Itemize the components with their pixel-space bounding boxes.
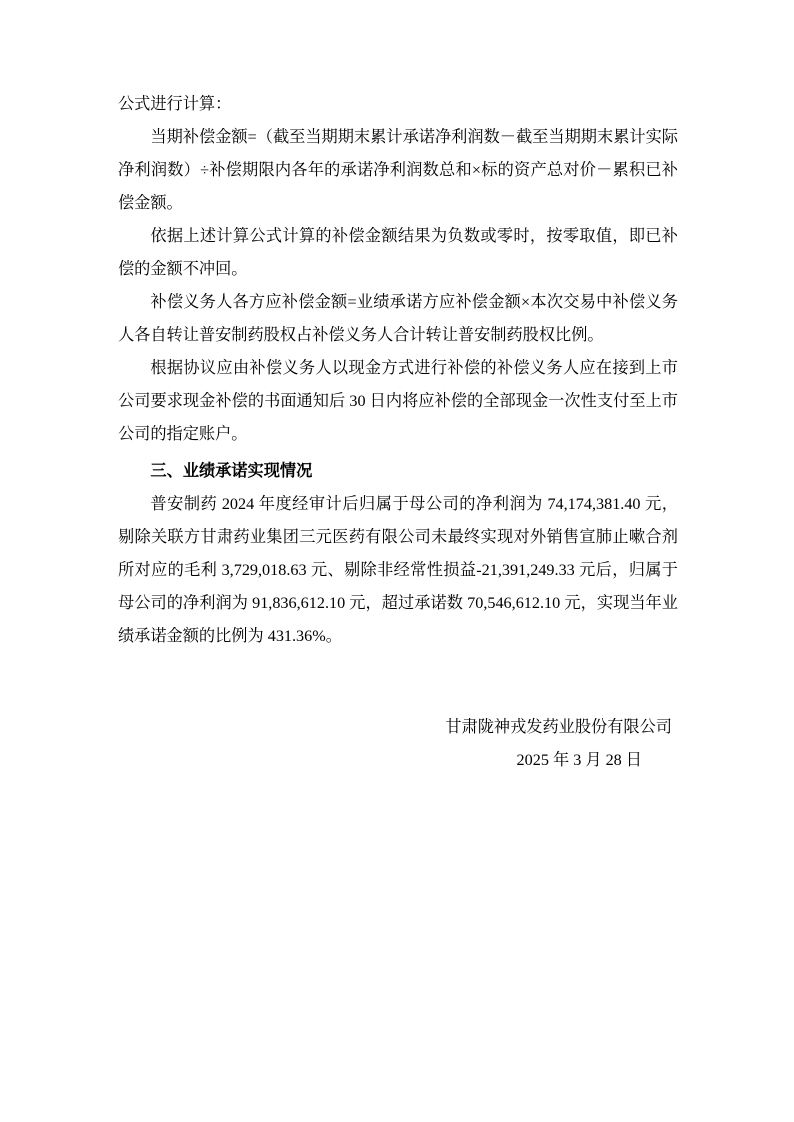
paragraph-cash-payment-term: 根据协议应由补偿义务人以现金方式进行补偿的补偿义务人应在接到上市公司要求现金补偿的书面通知后 30 日内将应补偿的全部现金一次性支付至上市公司的指定账户。 [118,359,678,443]
signature-block [118,711,678,777]
paragraph-performance-result: 普安制药 2024 年度经审计后归属于母公司的净利润为 74,174,381.40 元，剔除关联方甘肃药业集团三元医药有限公司未最终实现对外销售宣肺止嗽合剂所对应的毛利 3,729,018.63 元、剔除非经常性损益-21,391,249.33 元后，归属于母公司的净利润为 91,836,612.10 元，超过承诺数 70,546,612.10 元，实现当年业绩承诺金额的比例为 431.36%。 [118,495,678,645]
paragraph-obligor-allocation: 补偿义务人各方应补偿金额=业绩承诺方应补偿金额×本次交易中补偿义务人各自转让普安制药股权占补偿义务人合计转让普安制药股权比例。 [118,293,678,344]
paragraph-formula-intro: 公式进行计算： [118,95,232,113]
paragraph-negative-rule: 依据上述计算公式计算的补偿金额结果为负数或零时，按零取值，即已补偿的金额不冲回。 [118,227,678,278]
section-heading-performance-commitment: 三、业绩承诺实现情况 [150,462,313,480]
signature-company: 甘肃陇神戎发药业股份有限公司 [445,718,672,736]
document-body [118,88,678,777]
signature-date: 2025 年 3 月 28 日 [516,751,642,769]
paragraph-compensation-formula: 当期补偿金额=（截至当期期末累计承诺净利润数－截至当期期末累计实际净利润数）÷补偿期限内各年的承诺净利润数总和×标的资产总对价－累积已补偿金额。 [118,128,678,212]
